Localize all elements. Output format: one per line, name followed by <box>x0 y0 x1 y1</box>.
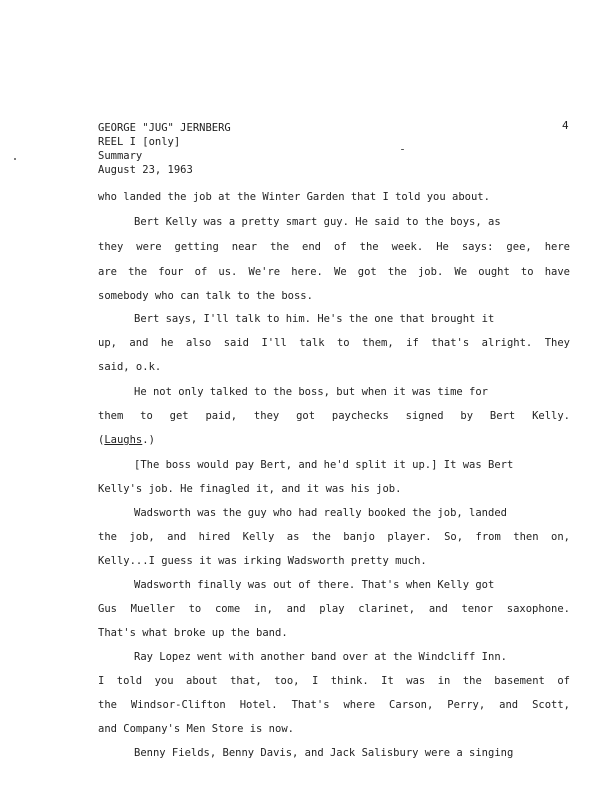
interviewee-name: GEORGE "JUG" JERNBERG <box>98 122 231 134</box>
document-header <box>98 121 231 177</box>
text-line: (Laughs.) <box>98 434 155 446</box>
text-line: Gus Mueller to come in, and play clarinet, and tenor saxophone. <box>98 603 570 615</box>
text-line: up, and he also said I'll talk to them, if that's alright. They <box>98 337 570 349</box>
text-line: and Company's Men Store is now. <box>98 723 294 735</box>
text-line: Bert says, I'll talk to him. He's the one that brought it <box>134 313 495 325</box>
text-line: Wadsworth finally was out of there. That's when Kelly got <box>134 579 495 591</box>
text-line: Benny Fields, Benny Davis, and Jack Salisbury were a singing <box>134 747 514 759</box>
text-line: [The boss would pay Bert, and he'd split it up.] It was Bert <box>134 459 514 471</box>
scan-speck <box>401 149 404 150</box>
text-line: Bert Kelly was a pretty smart guy. He said to the boys, as <box>134 216 501 228</box>
document-type: Summary <box>98 150 143 162</box>
text-line: the job, and hired Kelly as the banjo player. So, from then on, <box>98 531 570 543</box>
text-line: somebody who can talk to the boss. <box>98 290 313 302</box>
text-line: them to get paid, they got paychecks signed by Bert Kelly. <box>98 410 570 422</box>
page-number: 4 <box>562 119 569 132</box>
text-line: Kelly...I guess it was irking Wadsworth pretty much. <box>98 555 427 567</box>
text-line: Ray Lopez went with another band over at the Windcliff Inn. <box>134 651 507 663</box>
text-line: the Windsor-Clifton Hotel. That's where Carson, Perry, and Scott, <box>98 699 570 711</box>
text-line: Kelly's job. He finagled it, and it was his job. <box>98 483 402 495</box>
text-line: said, o.k. <box>98 361 162 373</box>
text-line: are the four of us. We're here. We got the job. We ought to have <box>98 266 570 278</box>
text-line: I told you about that, too, I think. It was in the basement of <box>98 675 570 687</box>
text-line: Wadsworth was the guy who had really booked the job, landed <box>134 507 507 519</box>
text-line: He not only talked to the boss, but when it was time for <box>134 386 489 398</box>
laughs-annotation: Laughs <box>104 434 143 446</box>
reel-info: REEL I [only] <box>98 136 181 148</box>
interview-date: August 23, 1963 <box>98 164 193 176</box>
text-line: That's what broke up the band. <box>98 627 288 639</box>
text-line: who landed the job at the Winter Garden that I told you about. <box>98 191 490 203</box>
text-line: they were getting near the end of the week. He says: gee, here <box>98 241 570 253</box>
scan-speck <box>14 158 16 160</box>
